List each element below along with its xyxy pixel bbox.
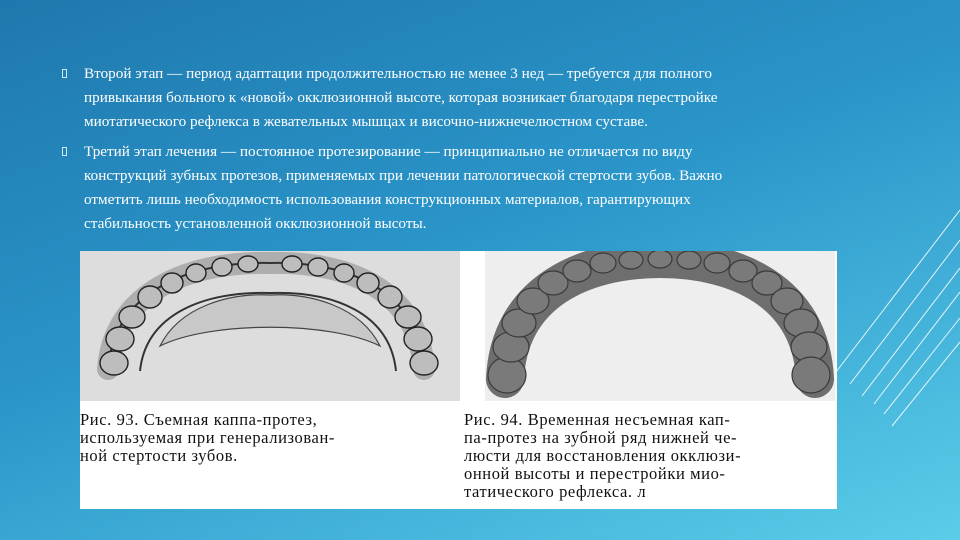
bullet-line: конструкций зубных протезов, применяемых при лечении патологической стертости зубов. Важно [84,167,723,184]
removable-splint-photo [80,251,460,401]
bullet-item-2 [62,140,862,236]
caption-line: используемая при генерализован- [80,428,336,447]
caption-line: люсти для восстановления окклюзи- [464,446,742,465]
bullet-marker-icon [62,147,67,156]
caption-line: Рис. 93. Съемная каппа-протез, [80,410,318,429]
bullet-marker-icon [62,69,67,78]
bullet-line: стабильность установленной окклюзионной высоты. [84,215,427,232]
bullet-line: привыкания больного к «новой» окклюзионной высоте, которая возникает благодаря перестройке [84,89,718,106]
figure-caption-left [80,411,460,465]
caption-line: Рис. 94. Временная несъемная кап- [464,410,731,429]
caption-line: онной высоты и перестройки мио- [464,464,726,483]
figure-image [80,251,837,509]
caption-line: татического рефлекса. л [464,482,647,501]
caption-line: ной стертости зубов. [80,446,238,465]
bullet-item-1 [62,62,862,134]
bullet-list [62,62,862,242]
bullet-line: миотатического рефлекса в жевательных мышцах и височно-нижнечелюстном суставе. [84,113,648,130]
temporary-splint-photo [485,251,835,401]
bullet-line: Второй этап — период адаптации продолжительностью не менее 3 нед — требуется для полного [84,65,712,82]
bullet-line: Третий этап лечения — постоянное протезирование — принципиально не отличается по виду [84,143,693,160]
bullet-line: отметить лишь необходимость использования конструкционных материалов, гарантирующих [84,191,691,208]
caption-line: па-протез на зубной ряд нижней че- [464,428,738,447]
figure-caption-right [464,411,836,501]
